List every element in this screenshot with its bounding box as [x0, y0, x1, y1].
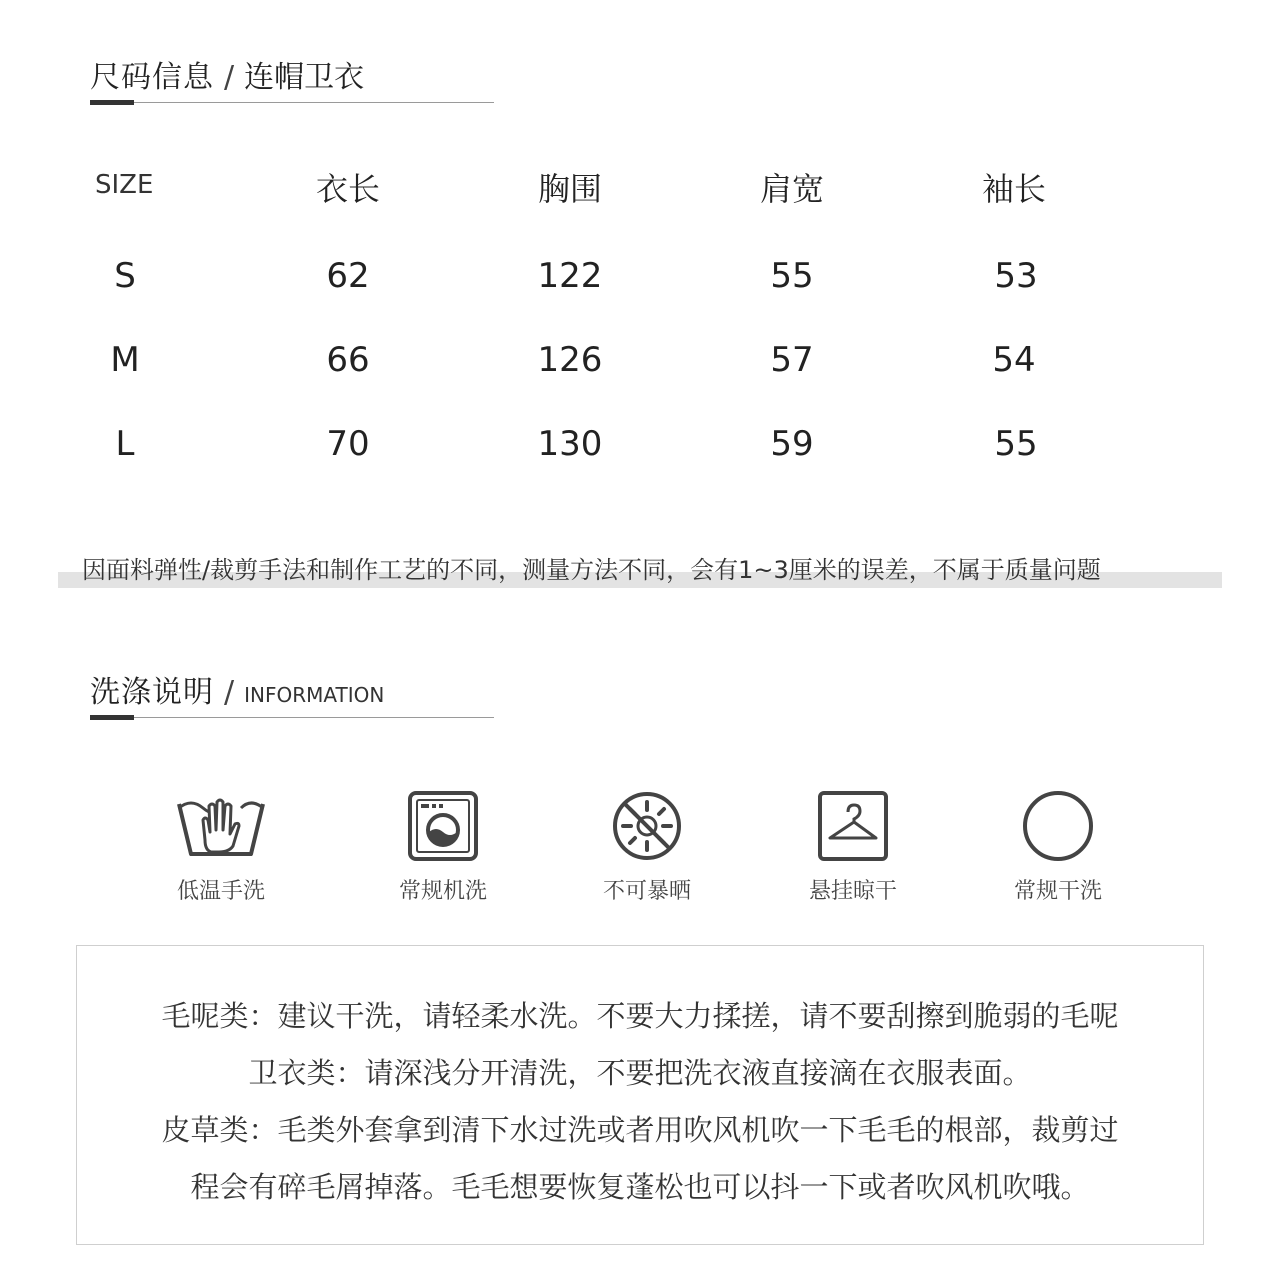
- washing-machine-icon: [407, 790, 479, 862]
- table-cell: 54: [992, 340, 1036, 380]
- header-accent-bar: [90, 715, 134, 720]
- size-info-title: 尺码信息: [90, 60, 214, 95]
- table-cell: M: [110, 340, 140, 380]
- care-label: 常规机洗: [398, 879, 487, 904]
- table-cell: 59: [770, 424, 814, 464]
- table-header-size: SIZE: [95, 170, 154, 200]
- table-cell: 53: [994, 256, 1038, 296]
- care-note-line: 皮草类：毛类外套拿到清下水过洗或者用吹风机吹一下毛毛的根部，裁剪过: [161, 1113, 1119, 1147]
- header-accent-bar: [90, 100, 134, 105]
- title-slash: /: [224, 60, 235, 95]
- table-cell: 70: [326, 424, 370, 464]
- hand-wash-icon: [175, 790, 267, 862]
- table-cell: S: [114, 256, 136, 296]
- wash-info-header: [90, 667, 494, 711]
- size-info-header: [90, 52, 494, 96]
- measurement-note: 因面料弹性/裁剪手法和制作工艺的不同，测量方法不同，会有1~3厘米的误差，不属于质量问题: [82, 556, 1101, 584]
- care-item-no-sun: [557, 790, 737, 905]
- care-note-line: 卫衣类：请深浅分开清洗，不要把洗衣液直接滴在衣服表面。: [248, 1056, 1032, 1090]
- care-label: 不可暴晒: [602, 879, 691, 904]
- table-header-shoulder: 肩宽: [759, 170, 824, 208]
- header-divider: [90, 717, 494, 718]
- table-cell: 66: [326, 340, 370, 380]
- care-label: 常规干洗: [1013, 879, 1102, 904]
- table-cell: L: [115, 424, 135, 464]
- wash-info-title: 洗涤说明: [90, 675, 214, 710]
- table-cell: 55: [770, 256, 814, 296]
- wash-info-subtitle: INFORMATION: [244, 683, 385, 707]
- size-info-subtitle: 连帽卫衣: [244, 60, 365, 95]
- care-label: 低温手洗: [176, 879, 265, 904]
- care-item-hang-dry: [763, 790, 943, 905]
- care-notes-box: [76, 945, 1204, 1245]
- table-header-sleeve: 袖长: [981, 170, 1046, 208]
- care-item-machine-wash: [353, 790, 533, 905]
- care-item-hand-wash: [131, 790, 311, 905]
- table-cell: 57: [770, 340, 814, 380]
- care-note-line: 毛呢类：建议干洗，请轻柔水洗。不要大力揉搓，请不要刮擦到脆弱的毛呢: [161, 999, 1119, 1033]
- care-item-dry-clean: [968, 790, 1148, 905]
- no-sun-icon: [611, 790, 683, 862]
- header-divider: [90, 102, 494, 103]
- table-cell: 122: [537, 256, 603, 296]
- table-cell: 55: [994, 424, 1038, 464]
- title-slash: /: [224, 675, 235, 710]
- table-cell: 62: [326, 256, 370, 296]
- dry-clean-icon: [1022, 790, 1094, 862]
- care-label: 悬挂晾干: [808, 879, 897, 904]
- hanger-icon: [817, 790, 889, 862]
- table-header-length: 衣长: [315, 170, 380, 208]
- table-cell: 126: [537, 340, 603, 380]
- care-note-line: 程会有碎毛屑掉落。毛毛想要恢复蓬松也可以抖一下或者吹风机吹哦。: [190, 1170, 1090, 1204]
- table-cell: 130: [537, 424, 603, 464]
- table-header-chest: 胸围: [537, 170, 602, 208]
